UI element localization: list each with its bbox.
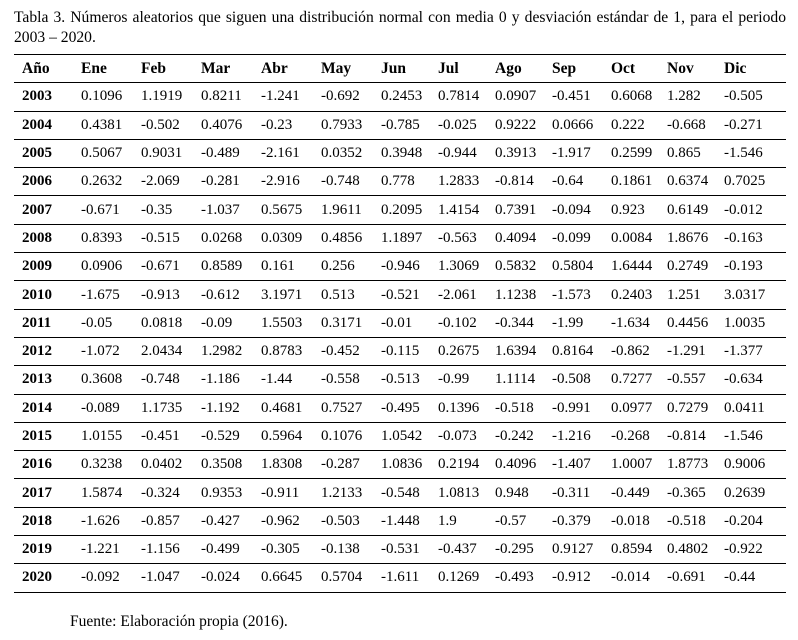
table-row <box>14 196 786 224</box>
value-cell: 0.9031 <box>133 139 193 167</box>
value-cell: -0.014 <box>603 564 659 592</box>
value-cell: -0.922 <box>716 536 786 564</box>
value-cell: 1.0813 <box>430 479 487 507</box>
value-cell: 1.0035 <box>716 309 786 337</box>
value-cell: -1.573 <box>544 281 603 309</box>
value-cell: -0.691 <box>659 564 716 592</box>
value-cell: 1.0542 <box>373 422 430 450</box>
column-header: Jul <box>430 55 487 83</box>
value-cell: -1.611 <box>373 564 430 592</box>
table-row <box>14 507 786 535</box>
value-cell: -0.025 <box>430 111 487 139</box>
value-cell: -0.437 <box>430 536 487 564</box>
value-cell: -0.242 <box>487 422 544 450</box>
year-cell: 2007 <box>14 196 73 224</box>
value-cell: 0.1076 <box>313 422 373 450</box>
column-header: Abr <box>253 55 313 83</box>
value-cell: -0.493 <box>487 564 544 592</box>
value-cell: 0.513 <box>313 281 373 309</box>
year-cell: 2006 <box>14 168 73 196</box>
value-cell: 0.8783 <box>253 337 313 365</box>
value-cell: 1.9 <box>430 507 487 535</box>
value-cell: 1.8308 <box>253 451 313 479</box>
value-cell: 0.0411 <box>716 394 786 422</box>
value-cell: -1.037 <box>193 196 253 224</box>
value-cell: -0.814 <box>659 422 716 450</box>
column-header: Nov <box>659 55 716 83</box>
value-cell: 0.1096 <box>73 83 133 111</box>
value-cell: 0.161 <box>253 253 313 281</box>
value-cell: -0.379 <box>544 507 603 535</box>
value-cell: -1.448 <box>373 507 430 535</box>
value-cell: -0.099 <box>544 224 603 252</box>
value-cell: 0.8589 <box>193 253 253 281</box>
value-cell: 1.1897 <box>373 224 430 252</box>
column-header: Feb <box>133 55 193 83</box>
year-cell: 2005 <box>14 139 73 167</box>
year-cell: 2011 <box>14 309 73 337</box>
value-cell: 0.7025 <box>716 168 786 196</box>
value-cell: -2.916 <box>253 168 313 196</box>
value-cell: -1.546 <box>716 422 786 450</box>
value-cell: 1.6394 <box>487 337 544 365</box>
value-cell: 0.3171 <box>313 309 373 337</box>
value-cell: 0.8211 <box>193 83 253 111</box>
value-cell: 0.0977 <box>603 394 659 422</box>
value-cell: -0.05 <box>73 309 133 337</box>
value-cell: -0.634 <box>716 366 786 394</box>
value-cell: 0.4681 <box>253 394 313 422</box>
value-cell: -1.675 <box>73 281 133 309</box>
value-cell: 3.0317 <box>716 281 786 309</box>
value-cell: -0.505 <box>716 83 786 111</box>
table-row <box>14 309 786 337</box>
value-cell: -0.612 <box>193 281 253 309</box>
value-cell: -0.692 <box>313 83 373 111</box>
value-cell: 1.5503 <box>253 309 313 337</box>
value-cell: -0.365 <box>659 479 716 507</box>
value-cell: -0.012 <box>716 196 786 224</box>
value-cell: 1.1735 <box>133 394 193 422</box>
year-cell: 2009 <box>14 253 73 281</box>
value-cell: 1.6444 <box>603 253 659 281</box>
value-cell: -0.857 <box>133 507 193 535</box>
value-cell: 1.4154 <box>430 196 487 224</box>
value-cell: -0.23 <box>253 111 313 139</box>
value-cell: -0.452 <box>313 337 373 365</box>
value-cell: 2.0434 <box>133 337 193 365</box>
value-cell: 0.7277 <box>603 366 659 394</box>
table-row <box>14 337 786 365</box>
table-row <box>14 281 786 309</box>
value-cell: 0.9222 <box>487 111 544 139</box>
value-cell: -0.01 <box>373 309 430 337</box>
value-cell: -0.99 <box>430 366 487 394</box>
value-cell: 0.3608 <box>73 366 133 394</box>
source-note: Fuente: Elaboración propia (2016). <box>70 613 288 630</box>
year-cell: 2018 <box>14 507 73 535</box>
column-header: Oct <box>603 55 659 83</box>
value-cell: 0.5067 <box>73 139 133 167</box>
value-cell: -0.508 <box>544 366 603 394</box>
year-cell: 2019 <box>14 536 73 564</box>
value-cell: 0.0402 <box>133 451 193 479</box>
value-cell: 0.7527 <box>313 394 373 422</box>
value-cell: -0.518 <box>659 507 716 535</box>
table-row <box>14 111 786 139</box>
value-cell: 0.4802 <box>659 536 716 564</box>
value-cell: 1.1238 <box>487 281 544 309</box>
value-cell: 0.948 <box>487 479 544 507</box>
value-cell: 0.3948 <box>373 139 430 167</box>
value-cell: 0.0906 <box>73 253 133 281</box>
value-cell: 1.2833 <box>430 168 487 196</box>
value-cell: -0.287 <box>313 451 373 479</box>
value-cell: -0.495 <box>373 394 430 422</box>
value-cell: 0.6149 <box>659 196 716 224</box>
value-cell: 0.6374 <box>659 168 716 196</box>
value-cell: -0.521 <box>373 281 430 309</box>
year-cell: 2020 <box>14 564 73 592</box>
value-cell: -0.862 <box>603 337 659 365</box>
value-cell: 0.0352 <box>313 139 373 167</box>
value-cell: -0.271 <box>716 111 786 139</box>
value-cell: 0.4076 <box>193 111 253 139</box>
value-cell: 0.2403 <box>603 281 659 309</box>
value-cell: -1.221 <box>73 536 133 564</box>
value-cell: 0.2599 <box>603 139 659 167</box>
value-cell: 0.9127 <box>544 536 603 564</box>
value-cell: -0.451 <box>544 83 603 111</box>
value-cell: -0.499 <box>193 536 253 564</box>
value-cell: -0.748 <box>133 366 193 394</box>
value-cell: -2.069 <box>133 168 193 196</box>
value-cell: -0.089 <box>73 394 133 422</box>
value-cell: -0.513 <box>373 366 430 394</box>
value-cell: -0.163 <box>716 224 786 252</box>
value-cell: -0.311 <box>544 479 603 507</box>
table-row <box>14 564 786 592</box>
value-cell: -0.64 <box>544 168 603 196</box>
value-cell: 1.8676 <box>659 224 716 252</box>
value-cell: 1.0836 <box>373 451 430 479</box>
value-cell: 0.9353 <box>193 479 253 507</box>
value-cell: 0.256 <box>313 253 373 281</box>
value-cell: 0.6068 <box>603 83 659 111</box>
value-cell: -0.991 <box>544 394 603 422</box>
value-cell: 0.8164 <box>544 337 603 365</box>
value-cell: 0.2639 <box>716 479 786 507</box>
table-row <box>14 479 786 507</box>
column-header: Año <box>14 55 73 83</box>
value-cell: 3.1971 <box>253 281 313 309</box>
value-cell: -0.671 <box>133 253 193 281</box>
value-cell: 0.5832 <box>487 253 544 281</box>
value-cell: -0.073 <box>430 422 487 450</box>
value-cell: 0.865 <box>659 139 716 167</box>
value-cell: 0.2749 <box>659 253 716 281</box>
value-cell: 0.7391 <box>487 196 544 224</box>
value-cell: 1.251 <box>659 281 716 309</box>
year-cell: 2012 <box>14 337 73 365</box>
value-cell: 0.7814 <box>430 83 487 111</box>
value-cell: 0.0818 <box>133 309 193 337</box>
year-cell: 2003 <box>14 83 73 111</box>
value-cell: -0.671 <box>73 196 133 224</box>
value-cell: -0.814 <box>487 168 544 196</box>
table-row <box>14 83 786 111</box>
value-cell: 0.2675 <box>430 337 487 365</box>
table-row <box>14 366 786 394</box>
value-cell: -1.626 <box>73 507 133 535</box>
value-cell: 0.1396 <box>430 394 487 422</box>
year-cell: 2014 <box>14 394 73 422</box>
value-cell: -0.912 <box>544 564 603 592</box>
value-cell: -1.377 <box>716 337 786 365</box>
value-cell: 0.5964 <box>253 422 313 450</box>
value-cell: 0.1269 <box>430 564 487 592</box>
value-cell: 1.0007 <box>603 451 659 479</box>
value-cell: -0.094 <box>544 196 603 224</box>
value-cell: 0.0084 <box>603 224 659 252</box>
value-cell: 1.5874 <box>73 479 133 507</box>
value-cell: -0.449 <box>603 479 659 507</box>
value-cell: -0.305 <box>253 536 313 564</box>
table-row <box>14 168 786 196</box>
value-cell: -0.962 <box>253 507 313 535</box>
value-cell: -0.911 <box>253 479 313 507</box>
value-cell: -0.295 <box>487 536 544 564</box>
value-cell: -1.44 <box>253 366 313 394</box>
table-row <box>14 139 786 167</box>
value-cell: -0.115 <box>373 337 430 365</box>
value-cell: 0.7279 <box>659 394 716 422</box>
column-header: Sep <box>544 55 603 83</box>
value-cell: -1.072 <box>73 337 133 365</box>
value-cell: -0.503 <box>313 507 373 535</box>
value-cell: 0.9006 <box>716 451 786 479</box>
value-cell: -0.748 <box>313 168 373 196</box>
value-cell: -1.186 <box>193 366 253 394</box>
column-header: Jun <box>373 55 430 83</box>
value-cell: 0.0666 <box>544 111 603 139</box>
value-cell: -1.216 <box>544 422 603 450</box>
column-header: Ago <box>487 55 544 83</box>
value-cell: -0.668 <box>659 111 716 139</box>
value-cell: 0.7933 <box>313 111 373 139</box>
value-cell: 0.5675 <box>253 196 313 224</box>
value-cell: -0.557 <box>659 366 716 394</box>
value-cell: 0.3238 <box>73 451 133 479</box>
value-cell: -0.529 <box>193 422 253 450</box>
year-cell: 2017 <box>14 479 73 507</box>
value-cell: -0.944 <box>430 139 487 167</box>
value-cell: -2.061 <box>430 281 487 309</box>
value-cell: -1.917 <box>544 139 603 167</box>
table-row <box>14 224 786 252</box>
value-cell: -0.785 <box>373 111 430 139</box>
value-cell: 1.2133 <box>313 479 373 507</box>
value-cell: 0.4856 <box>313 224 373 252</box>
value-cell: -0.518 <box>487 394 544 422</box>
value-cell: -0.489 <box>193 139 253 167</box>
table-row <box>14 451 786 479</box>
value-cell: -1.291 <box>659 337 716 365</box>
value-cell: 0.0309 <box>253 224 313 252</box>
value-cell: -1.241 <box>253 83 313 111</box>
table-row <box>14 422 786 450</box>
value-cell: 0.2453 <box>373 83 430 111</box>
year-cell: 2004 <box>14 111 73 139</box>
column-header: May <box>313 55 373 83</box>
value-cell: -0.563 <box>430 224 487 252</box>
value-cell: -0.268 <box>603 422 659 450</box>
value-cell: 0.222 <box>603 111 659 139</box>
value-cell: 1.0155 <box>73 422 133 450</box>
value-cell: 0.4094 <box>487 224 544 252</box>
value-cell: -0.558 <box>313 366 373 394</box>
header-row <box>14 55 786 83</box>
value-cell: 0.2095 <box>373 196 430 224</box>
value-cell: -1.546 <box>716 139 786 167</box>
value-cell: 0.778 <box>373 168 430 196</box>
value-cell: 1.9611 <box>313 196 373 224</box>
value-cell: -0.018 <box>603 507 659 535</box>
value-cell: 0.8594 <box>603 536 659 564</box>
value-cell: 0.2194 <box>430 451 487 479</box>
value-cell: 0.2632 <box>73 168 133 196</box>
value-cell: -1.156 <box>133 536 193 564</box>
value-cell: -0.324 <box>133 479 193 507</box>
value-cell: -1.047 <box>133 564 193 592</box>
year-cell: 2010 <box>14 281 73 309</box>
value-cell: -0.57 <box>487 507 544 535</box>
value-cell: -2.161 <box>253 139 313 167</box>
column-header: Mar <box>193 55 253 83</box>
value-cell: -0.44 <box>716 564 786 592</box>
value-cell: -0.531 <box>373 536 430 564</box>
value-cell: -0.427 <box>193 507 253 535</box>
value-cell: 0.3913 <box>487 139 544 167</box>
value-cell: 1.282 <box>659 83 716 111</box>
value-cell: -0.515 <box>133 224 193 252</box>
year-cell: 2016 <box>14 451 73 479</box>
column-header: Ene <box>73 55 133 83</box>
value-cell: 0.4456 <box>659 309 716 337</box>
value-cell: -0.502 <box>133 111 193 139</box>
value-cell: 0.1861 <box>603 168 659 196</box>
value-cell: 1.1114 <box>487 366 544 394</box>
value-cell: -1.192 <box>193 394 253 422</box>
table-row <box>14 394 786 422</box>
random-numbers-table <box>14 54 786 593</box>
year-cell: 2015 <box>14 422 73 450</box>
value-cell: 0.8393 <box>73 224 133 252</box>
value-cell: 0.6645 <box>253 564 313 592</box>
value-cell: -0.344 <box>487 309 544 337</box>
table-row <box>14 536 786 564</box>
value-cell: -0.281 <box>193 168 253 196</box>
value-cell: 0.0907 <box>487 83 544 111</box>
value-cell: -0.024 <box>193 564 253 592</box>
year-cell: 2013 <box>14 366 73 394</box>
value-cell: 1.2982 <box>193 337 253 365</box>
value-cell: -1.99 <box>544 309 603 337</box>
value-cell: 1.8773 <box>659 451 716 479</box>
value-cell: -0.102 <box>430 309 487 337</box>
value-cell: -0.35 <box>133 196 193 224</box>
value-cell: -0.913 <box>133 281 193 309</box>
value-cell: -0.451 <box>133 422 193 450</box>
value-cell: 0.3508 <box>193 451 253 479</box>
value-cell: -1.634 <box>603 309 659 337</box>
value-cell: 1.1919 <box>133 83 193 111</box>
value-cell: 0.5704 <box>313 564 373 592</box>
value-cell: 0.4381 <box>73 111 133 139</box>
value-cell: -0.548 <box>373 479 430 507</box>
value-cell: -0.138 <box>313 536 373 564</box>
value-cell: -1.407 <box>544 451 603 479</box>
value-cell: -0.204 <box>716 507 786 535</box>
value-cell: 0.5804 <box>544 253 603 281</box>
table-row <box>14 253 786 281</box>
value-cell: 0.0268 <box>193 224 253 252</box>
value-cell: -0.946 <box>373 253 430 281</box>
value-cell: 0.4096 <box>487 451 544 479</box>
year-cell: 2008 <box>14 224 73 252</box>
value-cell: -0.092 <box>73 564 133 592</box>
table-caption: Tabla 3. Números aleatorios que siguen una distribución normal con media 0 y desviación estándar de 1, para el periodo 2003 – 2020. <box>14 9 786 46</box>
value-cell: 0.923 <box>603 196 659 224</box>
column-header: Dic <box>716 55 786 83</box>
value-cell: -0.09 <box>193 309 253 337</box>
value-cell: -0.193 <box>716 253 786 281</box>
value-cell: 1.3069 <box>430 253 487 281</box>
